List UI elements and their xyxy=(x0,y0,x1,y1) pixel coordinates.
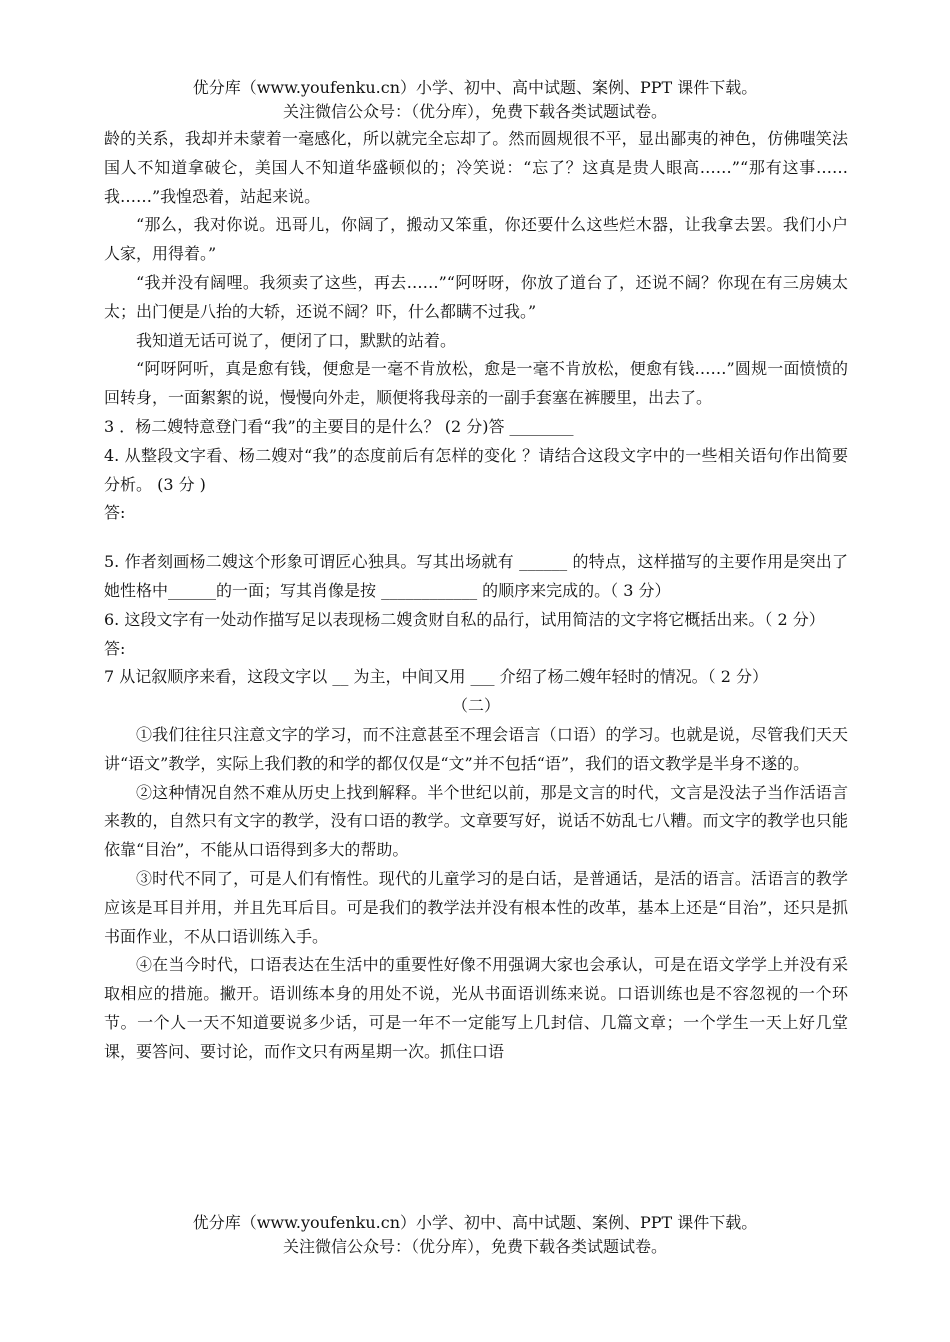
answer-space xyxy=(104,528,848,548)
story-paragraph-5: “阿呀阿听，真是愈有钱，便愈是一毫不肯放松，愈是一毫不肯放松，便愈有钱……”圆规一面愤愤的回转身，一面絮絮的说，慢慢向外走，顺便将我母亲的一副手套塞在裤腰里，出去了。 xyxy=(104,359,848,408)
section-2-title: （二） xyxy=(451,696,500,716)
question-4: 4. 从整段文字看、杨二嫂对“我”的态度前后有怎样的变化 ？请结合这段文字中的一些相关语句作出简要分析。 (3 分 ) xyxy=(104,445,848,494)
question-3: 3 ．杨二嫂特意登门看“我”的主要目的是什么？ (2 分)答 ________ xyxy=(104,416,574,436)
section-2-paragraph-3: ③时代不同了，可是人们有惰性。现代的儿童学习的是白话，是普通话，是活的语言。活语言的教学应该是耳目并用，并且先耳后目。可是我们的教学法并没有根本性的改革，基本上还是“目治”，还只是抓书面作业，不从口语训练入手。 xyxy=(104,868,848,946)
main-content xyxy=(104,125,848,1067)
story-paragraph-1: 龄的关系，我却并未蒙着一毫感化，所以就完全忘却了。然而圆规很不平，显出鄙夷的神色，仿佛嗤笑法国人不知道拿破仑，美国人不知道华盛顿似的；冷笑说：“忘了？这真是贵人眼高……”“那有这事……我……”我惶恐着，站起来说。 xyxy=(104,129,848,206)
question-7: 7 从记叙顺序来看，这段文字以 __ 为主，中间又用 ___ 介绍了杨二嫂年轻时的情况。（ 2 分） xyxy=(104,667,768,687)
footer-line-2: 关注微信公众号：（优分库），免费下载各类试题试卷。 xyxy=(282,1237,667,1256)
question-6-answer: 答: xyxy=(104,638,126,658)
section-2-paragraph-1: ①我们往往只注意文字的学习，而不注意甚至不理会语言（口语）的学习。也就是说，尽管我们天天讲“语文”教学，实际上我们教的和学的都仅仅是“文”并不包括“语”，我们的语文教学是半身不遂的。 xyxy=(104,724,848,773)
story-paragraph-4: 我知道无话可说了，便闭了口，默默的站着。 xyxy=(136,330,457,350)
question-6: 6. 这段文字有一处动作描写足以表现杨二嫂贪财自私的品行，试用简洁的文字将它概括出来。（ 2 分） xyxy=(104,609,825,629)
story-paragraph-3: “我并没有阔哩。我须卖了这些，再去……”“阿呀呀，你放了道台了，还说不阔？你现在有三房姨太太；出门便是八抬的大轿，还说不阔？吓，什么都瞒不过我。” xyxy=(104,272,848,321)
story-paragraph-2: “那么，我对你说。迅哥儿，你阔了，搬动又笨重，你还要什么这些烂木器，让我拿去罢。我们小户人家，用得着。” xyxy=(104,215,848,264)
header-banner xyxy=(0,76,950,124)
section-2-paragraph-4: ④在当今时代，口语表达在生活中的重要性好像不用强调大家也会承认，可是在语文学学上并没有采取相应的措施。撇开。语训练本身的用处不说，光从书面语训练来说。口语训练也是不容忽视的一个环节。一个人一天不知道要说多少话，可是一年不一定能写上几封信、几篇文章；一个学生一天上好几堂课，要答问、要讨论，而作文只有两星期一次。抓住口语 xyxy=(104,955,848,1061)
question-5: 5. 作者刻画杨二嫂这个形象可谓匠心独具。写其出场就有 ______ 的特点，这样描写的主要作用是突出了她性格中______的一面；写其肖像是按 ____________ 的顺序来完成的。（ 3 分） xyxy=(104,552,848,600)
footer-banner xyxy=(0,1211,950,1259)
header-line-2: 关注微信公众号：（优分库），免费下载各类试题试卷。 xyxy=(282,102,667,121)
footer-line-1: 优分库（www.youfenku.cn）小学、初中、高中试题、案例、PPT 课件下载。 xyxy=(192,1213,758,1232)
question-4-answer: 答: xyxy=(104,503,126,523)
section-2-paragraph-2: ②这种情况自然不难从历史上找到解释。半个世纪以前，那是文言的时代，文言是没法子当作活语言来教的，自然只有文字的教学，没有口语的教学。文章要写好，说话不妨乱七八糟。而文字的教学也只能依靠“目治”，不能从口语得到多大的帮助。 xyxy=(104,782,848,860)
header-line-1: 优分库（www.youfenku.cn）小学、初中、高中试题、案例、PPT 课件下载。 xyxy=(192,78,758,97)
